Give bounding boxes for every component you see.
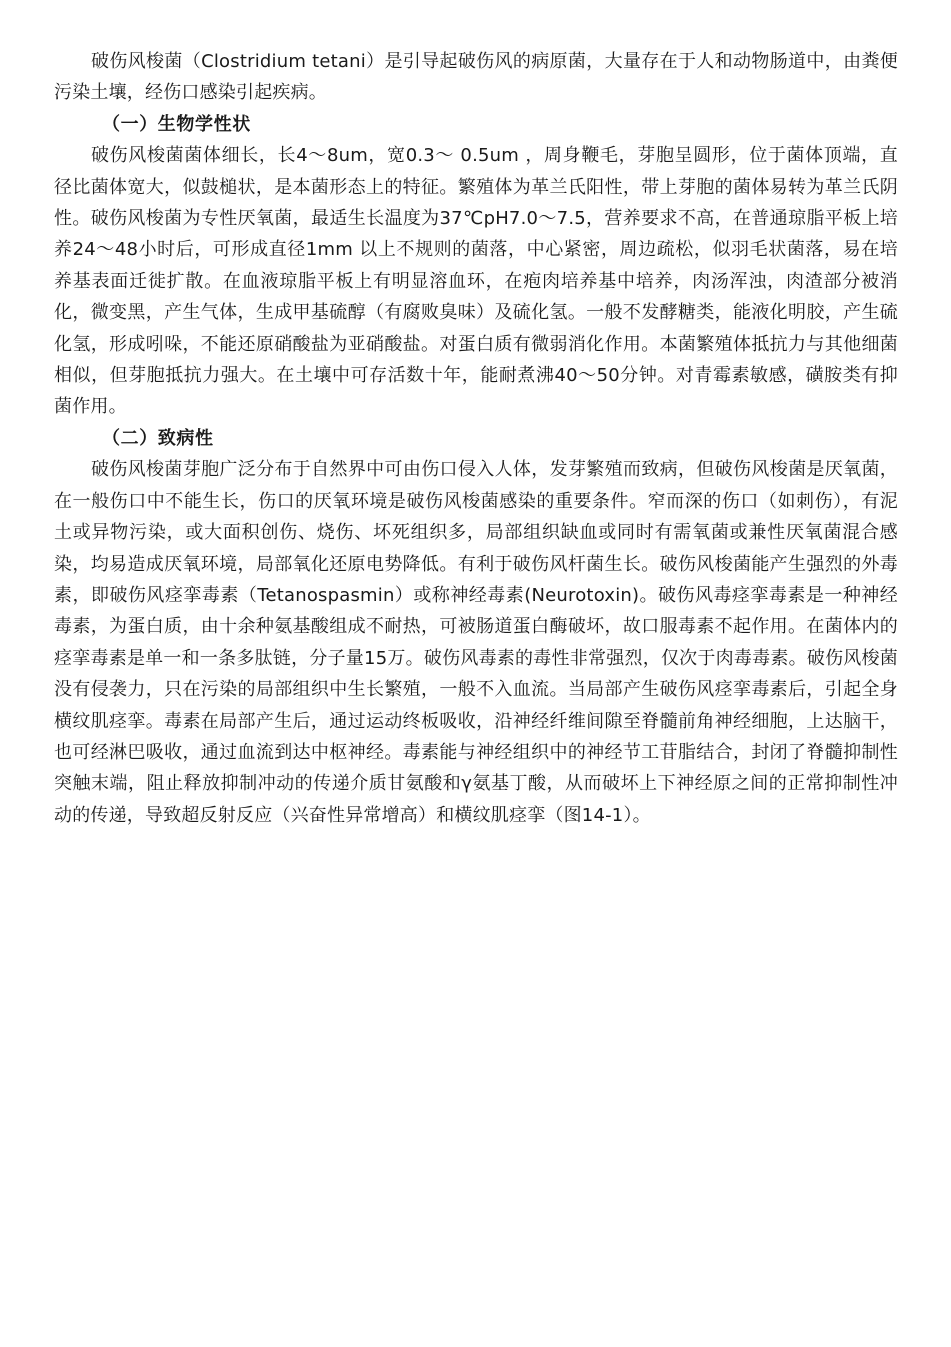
pathogenicity-paragraph: 破伤风梭菌芽胞广泛分布于自然界中可由伤口侵入人体，发芽繁殖而致病，但破伤风梭菌是厌氧菌，在一般伤口中不能生长，伤口的厌氧环境是破伤风梭菌感染的重要条件。窄而深的伤口（如刺伤），有泥土或异物污染，或大面积创伤、烧伤、坏死组织多，局部组织缺血或同时有需氧菌或兼性厌氧菌混合感染，均易造成厌氧环境，局部氧化还原电势降低。有利于破伤风杆菌生长。破伤风梭菌能产生强烈的外毒素，即破伤风痉挛毒素（Tetanospasmin）或称神经毒素(Neurotoxin)。破伤风毒痉挛毒素是一种神经毒素，为蛋白质，由十余种氨基酸组成不耐热，可被肠道蛋白酶破坏，故口服毒素不起作用。在菌体内的痉挛毒素是单一和一条多肽链，分子量15万。破伤风毒素的毒性非常强烈，仅次于肉毒毒素。破伤风梭菌没有侵袭力，只在污染的局部组织中生长繁殖，一般不入血流。当局部产生破伤风痉挛毒素后，引起全身横纹肌痉挛。毒素在局部产生后，通过运动终板吸收，沿神经纤维间隙至脊髓前角神经细胞，上达脑干，也可经淋巴吸收，通过血流到达中枢神经。毒素能与神经组织中的神经节工苷脂结合，封闭了脊髓抑制性突触末端，阻止释放抑制冲动的传递介质甘氨酸和γ氨基丁酸，从而破坏上下神经原之间的正常抑制性冲动的传递，导致超反射反应（兴奋性异常增高）和横纹肌痉挛（图14-1）。: [54, 459, 898, 826]
document-page: [54, 46, 898, 831]
section-heading-biology: （一）生物学性状: [102, 113, 251, 135]
biology-paragraph: 破伤风梭菌菌体细长，长4～8um，宽0.3～ 0.5um ，周身鞭毛，芽胞呈圆形，位于菌体顶端，直径比菌体宽大，似鼓槌状，是本菌形态上的特征。繁殖体为革兰氏阳性，带上芽胞的菌体易转为革兰氏阴性。破伤风梭菌为专性厌氧菌，最适生长温度为37℃pH7.0～7.5，营养要求不高，在普通琼脂平板上培养24～48小时后，可形成直径1mm 以上不规则的菌落，中心紧密，周边疏松，似羽毛状菌落，易在培养基表面迁徙扩散。在血液琼脂平板上有明显溶血环，在疱肉培养基中培养，肉汤浑浊，肉渣部分被消化，微变黑，产生气体，生成甲基硫醇（有腐败臭味）及硫化氢。一般不发酵糖类，能液化明胶，产生硫化氢，形成吲哚，不能还原硝酸盐为亚硝酸盐。对蛋白质有微弱消化作用。本菌繁殖体抵抗力与其他细菌相似，但芽胞抵抗力强大。在土壤中可存活数十年，能耐煮沸40～50分钟。对青霉素敏感，磺胺类有抑菌作用。: [54, 145, 898, 418]
intro-paragraph: 破伤风梭菌（Clostridium tetani）是引导起破伤风的病原菌，大量存在于人和动物肠道中，由粪便污染土壤，经伤口感染引起疾病。: [54, 51, 898, 104]
section-heading-pathogenicity: （二）致病性: [102, 427, 214, 449]
